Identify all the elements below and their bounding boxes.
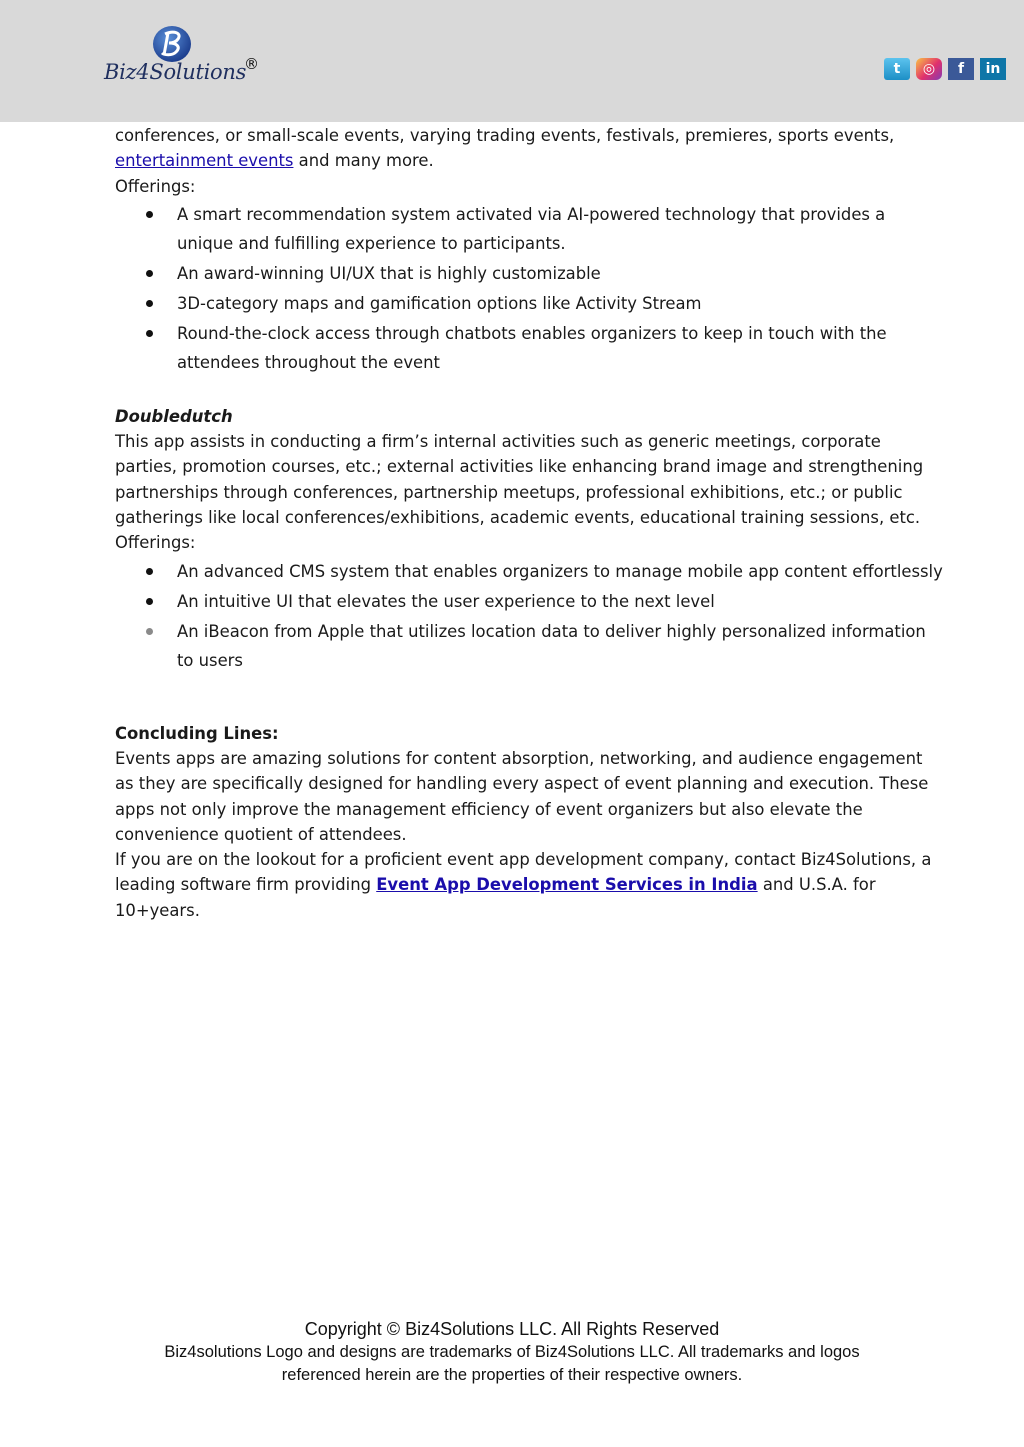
list-item-text: An advanced CMS system that enables organizers to manage mobile app content effortlessly	[177, 561, 943, 581]
list-item	[115, 289, 945, 318]
list-item	[115, 319, 945, 377]
copyright-text: Copyright © Biz4Solutions LLC. All Rights Reserved	[304, 1319, 720, 1339]
facebook-icon[interactable]: f	[948, 58, 974, 80]
page-footer	[0, 1317, 1024, 1387]
list-item-text: A smart recommendation system activated via AI-powered technology that provides a unique and fulfilling experience to participants.	[177, 204, 886, 253]
trademark-text: Biz4solutions Logo and designs are trademarks of Biz4Solutions LLC. All trademarks and logos	[164, 1343, 860, 1361]
trademark-text-2: referenced herein are the properties of their respective owners.	[281, 1366, 743, 1384]
biz4solutions-logo[interactable]	[104, 24, 264, 92]
logo-wordmark: Biz4Solutions	[104, 60, 247, 84]
contact-text-end: and U.S.A. for 10+years.	[115, 875, 876, 920]
registered-mark: ®	[244, 55, 259, 73]
intro-text: conferences, or small-scale events, varying trading events, festivals, premieres, sports events,	[115, 126, 895, 145]
list-item-text: An award-winning UI/UX that is highly customizable	[177, 263, 601, 283]
bullet-icon	[146, 598, 153, 605]
concluding-heading: Concluding Lines:	[115, 723, 279, 743]
list-item	[115, 617, 945, 675]
doubledutch-paragraph: This app assists in conducting a firm’s internal activities such as generic meetings, corporate parties, promotion courses, etc.; external activities like enhancing brand image and strengthening partnerships through conferences, partnership meetups, professional exhibitions, etc.; or public gatherings like local conferences/exhibitions, academic events, educational training sessions, etc.	[115, 432, 924, 528]
twitter-icon[interactable]: t	[884, 58, 910, 80]
bullet-icon	[146, 568, 153, 575]
offerings-label: Offerings:	[115, 176, 196, 196]
list-item	[115, 259, 945, 288]
offerings-list	[115, 200, 945, 377]
offerings-label: Offerings:	[115, 533, 196, 553]
social-links	[884, 58, 1006, 80]
concluding-paragraph: Events apps are amazing solutions for content absorption, networking, and audience engagement as they are specifically designed for handling every aspect of event planning and execution. These apps not only improve the management efficiency of event organizers but also elevate the convenience quotient of attendees.	[115, 748, 929, 844]
bullet-icon	[146, 330, 153, 337]
list-item-text: An iBeacon from Apple that utilizes location data to deliver highly personalized information to users	[177, 621, 926, 670]
list-item-text: An intuitive UI that elevates the user experience to the next level	[177, 591, 715, 611]
bullet-icon	[146, 300, 153, 307]
contact-text: If you are on the lookout for a proficient event app development company, contact Biz4Solutions, a leading software firm providing	[115, 850, 932, 895]
event-app-services-link[interactable]: Event App Development Services in India	[376, 875, 758, 895]
intro-paragraph	[115, 123, 945, 174]
doubledutch-heading: Doubledutch	[115, 406, 233, 426]
instagram-icon[interactable]: ◎	[916, 58, 942, 80]
list-item	[115, 557, 945, 586]
list-item	[115, 587, 945, 616]
contact-paragraph	[115, 847, 945, 923]
bullet-icon	[146, 270, 153, 277]
list-item-text: 3D-category maps and gamification options like Activity Stream	[177, 293, 702, 313]
document-body	[115, 123, 945, 923]
entertainment-events-link[interactable]: entertainment events	[115, 151, 294, 171]
offerings-list	[115, 557, 945, 675]
list-item	[115, 200, 945, 258]
bullet-icon	[146, 628, 153, 635]
bullet-icon	[146, 211, 153, 218]
list-item-text: Round-the-clock access through chatbots enables organizers to keep in touch with the attendees throughout the event	[177, 323, 887, 372]
linkedin-icon[interactable]: in	[980, 58, 1006, 80]
logo-emblem-icon	[150, 24, 194, 64]
intro-text-end: and many more.	[293, 151, 434, 171]
page-header	[0, 0, 1024, 122]
